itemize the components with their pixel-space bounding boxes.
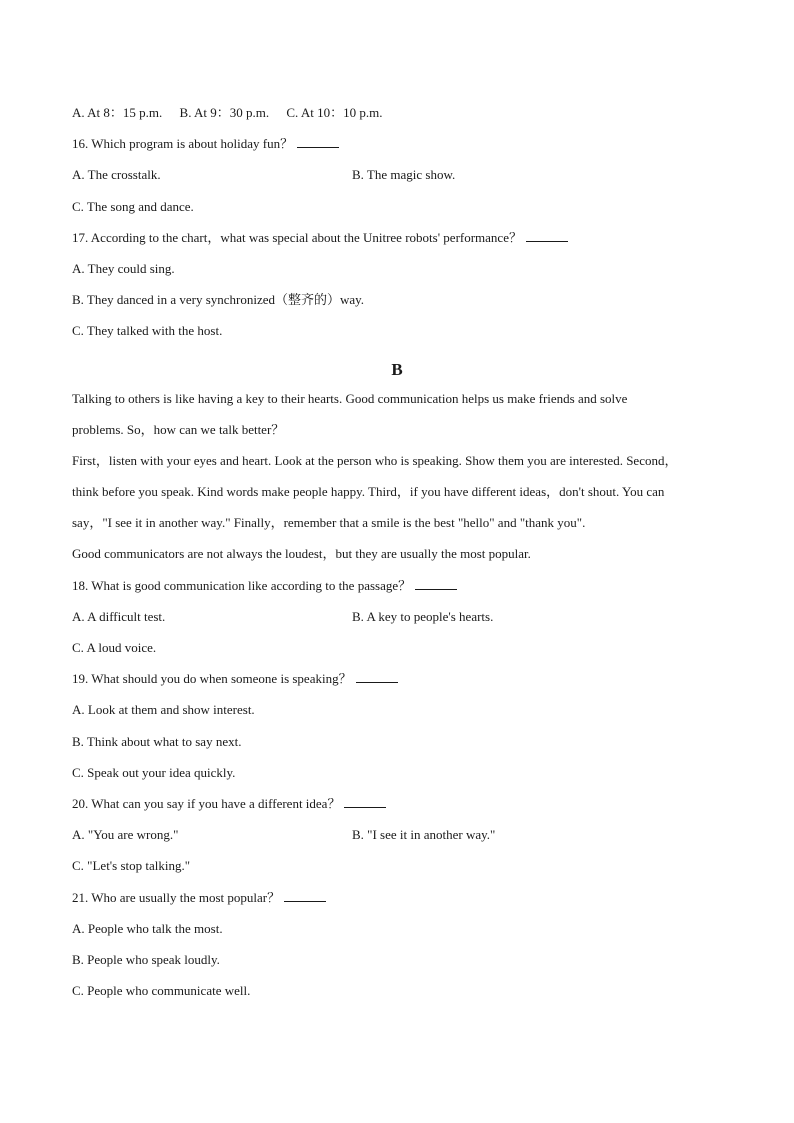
q18-options-row: [72, 606, 722, 637]
q20-stem-line: [72, 793, 722, 824]
q19-answer-blank: [356, 668, 398, 683]
q16-option-c-line: [72, 196, 722, 227]
q18-option-a: A. A difficult test.: [72, 608, 166, 624]
q17-stem-line: [72, 227, 722, 258]
q19-option-c: C. Speak out your idea quickly.: [72, 764, 236, 780]
q18-answer-blank: [415, 575, 457, 590]
q20-option-b: B. "I see it in another way.": [352, 827, 496, 843]
q21-option-b: B. People who speak loudly.: [72, 951, 220, 967]
q19-stem-line: [72, 668, 722, 699]
passage-p2-line2: think before you speak. Kind words make people happy. Third，if you have different ideas，don't shout. You can: [72, 484, 665, 500]
q16-options-row: [72, 164, 722, 195]
q18-option-c: C. A loud voice.: [72, 640, 157, 655]
q16-option-a: A. The crosstalk.: [72, 167, 161, 183]
q19-option-a: A. Look at them and show interest.: [72, 702, 255, 718]
q17-option-c-line: [72, 320, 722, 351]
passage-p1-line2: problems. So，how can we talk better？: [72, 421, 285, 437]
q18-stem: 18. What is good communication like according to the passage？: [72, 577, 412, 593]
passage-p2-line3: say，"I see it in another way." Finally，remember that a smile is the best "hello" and "thank you".: [72, 515, 586, 531]
q21-stem-line: [72, 887, 722, 918]
document-page: [72, 102, 722, 1011]
q20-option-a: A. "You are wrong.": [72, 827, 179, 843]
q20-options-row: [72, 824, 722, 855]
q16-stem-line: [72, 133, 722, 164]
q20-option-c-line: [72, 855, 722, 886]
q20-answer-blank: [344, 793, 386, 808]
passage-p2-line1: First，listen with your eyes and heart. Look at the person who is speaking. Show them you are interested. Second，: [72, 452, 678, 468]
q18-option-b: B. A key to people's hearts.: [352, 608, 494, 624]
q21-option-c-line: [72, 980, 722, 1011]
q15-options: [72, 102, 722, 133]
q21-option-a: A. People who talk the most.: [72, 920, 223, 936]
q21-option-a-line: [72, 918, 722, 949]
q17-option-a-line: [72, 258, 722, 289]
q21-option-c: C. People who communicate well.: [72, 983, 251, 999]
q17-option-c: C. They talked with the host.: [72, 323, 223, 339]
q18-stem-line: [72, 575, 722, 606]
q17-stem: 17. According to the chart，what was special about the Unitree robots' performance？: [72, 229, 522, 245]
passage-p3-line1: Good communicators are not always the loudest，but they are usually the most popular.: [72, 546, 531, 562]
q21-option-b-line: [72, 949, 722, 980]
q19-option-a-line: [72, 699, 722, 730]
q21-answer-blank: [284, 887, 326, 902]
q15-option-b: B. At 9：30 p.m.: [179, 105, 270, 120]
passage-p1-line1: Talking to others is like having a key to their hearts. Good communication helps us make friends and solve: [72, 390, 628, 406]
q19-stem: 19. What should you do when someone is speaking？: [72, 671, 352, 687]
q19-option-b: B. Think about what to say next.: [72, 733, 242, 749]
q17-answer-blank: [526, 227, 568, 242]
q15-option-c: C. At 10：10 p.m.: [286, 105, 383, 120]
q16-answer-blank: [297, 133, 339, 148]
q20-stem: 20. What can you say if you have a different idea？: [72, 795, 341, 811]
section-b-title: B: [391, 359, 403, 379]
q16-option-c: C. The song and dance.: [72, 198, 194, 214]
q17-option-b: B. They danced in a very synchronized（整齐的）way.: [72, 292, 365, 308]
q19-option-b-line: [72, 731, 722, 762]
q19-option-c-line: [72, 762, 722, 793]
q17-option-a: A. They could sing.: [72, 260, 175, 276]
q17-option-b-line: [72, 289, 722, 320]
q16-stem: 16. Which program is about holiday fun？: [72, 136, 294, 152]
q21-stem: 21. Who are usually the most popular？: [72, 889, 281, 905]
q18-option-c-line: [72, 637, 722, 668]
q20-option-c: C. "Let's stop talking.": [72, 858, 191, 874]
q16-option-b: B. The magic show.: [352, 167, 456, 183]
q15-option-a: A. At 8：15 p.m.: [72, 105, 163, 120]
